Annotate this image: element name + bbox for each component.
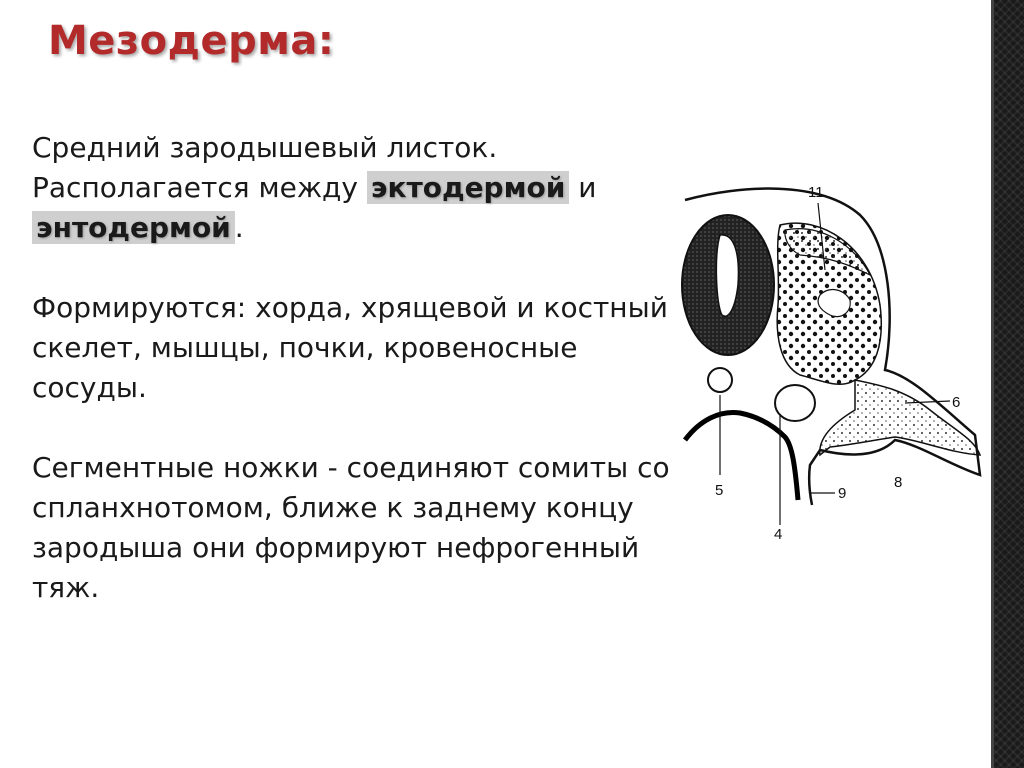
label-4: 4 [774,526,783,543]
aorta [775,385,815,421]
label-6: 6 [952,394,961,411]
label-11: 11 [808,184,824,201]
slide-body [32,128,672,648]
endoderm-term: энтодермой [32,211,235,244]
notochord [708,368,732,392]
label-5: 5 [715,482,724,499]
decorative-side-strip [994,0,1024,768]
endoderm-line [685,412,798,500]
paragraph-definition [32,128,672,248]
ectoderm-term: эктодермой [367,171,569,204]
definition-text: Средний зародышевый листок. Располагается между [32,131,498,204]
period-text: . [234,211,244,244]
label-8: 8 [894,474,903,491]
paragraph-derivatives: Формируются: хорда, хрящевой и костный скелет, мышцы, почки, кровеносные сосуды. [32,291,668,404]
slide-title: Мезодерма: [48,18,335,64]
label-9: 9 [838,485,847,502]
embryo-cross-section-diagram [680,175,990,545]
diagram-svg [680,175,990,545]
conjunction-text: и [569,171,597,204]
paragraph-segment-stalks: Сегментные ножки - соединяют сомиты со спланхнотомом, ближе к заднему концу зародыша они формируют нефрогенный тяж. [32,451,670,604]
